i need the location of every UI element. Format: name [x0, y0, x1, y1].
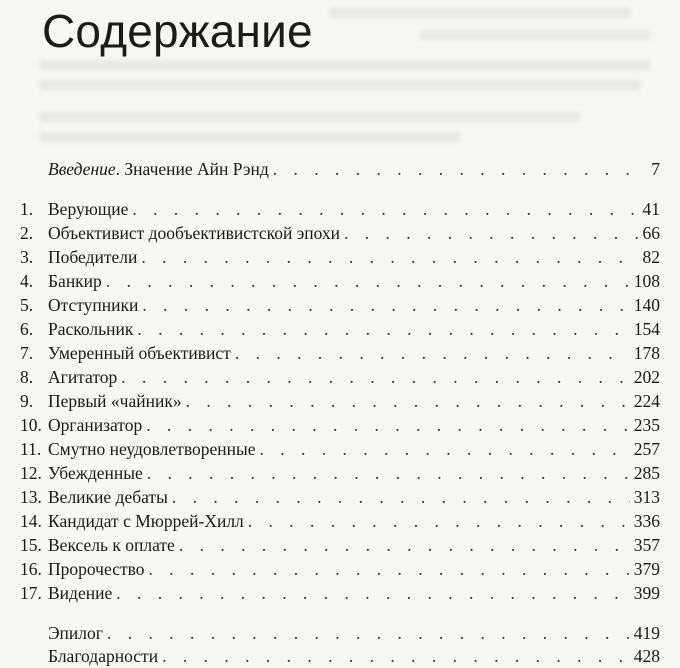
chapter-title: Победители — [48, 247, 138, 267]
toc-entry-acknowledgements[interactable] — [0, 644, 680, 668]
chapter-title: Вексель к оплате — [48, 535, 175, 555]
dot-leader — [137, 317, 629, 341]
toc-entry-chapter[interactable] — [0, 269, 680, 293]
dot-leader — [116, 581, 630, 605]
page-number: 66 — [642, 223, 660, 243]
page-number: 419 — [633, 623, 660, 643]
toc-entry-chapter[interactable] — [0, 197, 680, 221]
dot-leader — [121, 365, 629, 389]
dot-leader — [273, 157, 648, 181]
dot-leader — [259, 437, 629, 461]
toc-entry-chapter[interactable] — [0, 245, 680, 269]
page-number: 313 — [633, 487, 660, 507]
chapter-title: Организатор — [48, 415, 143, 435]
chapter-number: 14. — [20, 511, 42, 531]
toc-entry-chapter[interactable] — [0, 509, 680, 533]
chapter-number: 6. — [20, 319, 34, 339]
page-number: 399 — [633, 583, 660, 603]
toc-entry-chapter[interactable] — [0, 533, 680, 557]
dot-leader — [235, 341, 630, 365]
chapter-number: 15. — [20, 535, 42, 555]
toc-entry-chapter[interactable] — [0, 365, 680, 389]
toc-entry-chapter[interactable] — [0, 581, 680, 605]
chapter-title: Агитатор — [48, 367, 118, 387]
dot-leader — [146, 413, 630, 437]
toc-entry-chapter[interactable] — [0, 437, 680, 461]
chapter-number: 2. — [20, 223, 34, 243]
dot-leader — [248, 509, 630, 533]
page-number: 224 — [633, 391, 660, 411]
page-number: 140 — [633, 295, 660, 315]
chapter-title: Раскольник — [48, 319, 134, 339]
chapter-number: 1. — [20, 199, 34, 219]
page-number: 178 — [633, 343, 660, 363]
chapter-number: 17. — [20, 583, 42, 603]
toc-entry-chapter[interactable] — [0, 461, 680, 485]
chapter-number: 5. — [20, 295, 34, 315]
dot-leader — [179, 533, 630, 557]
toc-entry-chapter[interactable] — [0, 389, 680, 413]
toc-entry-chapter[interactable] — [0, 221, 680, 245]
dot-leader — [141, 245, 638, 269]
page-number: 379 — [633, 559, 660, 579]
page-number: 428 — [633, 646, 660, 666]
chapter-title: Видение — [48, 583, 113, 603]
page-number: 108 — [633, 271, 660, 291]
chapter-title: Отступники — [48, 295, 139, 315]
page-number: 357 — [633, 535, 660, 555]
dot-leader — [162, 644, 630, 668]
dot-leader — [186, 389, 630, 413]
page-number: 7 — [651, 159, 660, 179]
chapter-number: 3. — [20, 247, 34, 267]
chapter-number: 9. — [20, 391, 34, 411]
dot-leader — [172, 485, 630, 509]
toc-entry-introduction[interactable] — [0, 157, 680, 181]
toc-entry-epilogue[interactable] — [0, 621, 680, 645]
dot-leader — [142, 293, 629, 317]
toc-entry-chapter[interactable] — [0, 485, 680, 509]
toc-entry-chapter[interactable] — [0, 557, 680, 581]
chapter-title: Первый «чайник» — [48, 391, 182, 411]
intro-label-rest: . Значение Айн Рэнд — [115, 159, 269, 179]
chapter-number: 13. — [20, 487, 42, 507]
toc-entry-chapter[interactable] — [0, 293, 680, 317]
chapter-number: 7. — [20, 343, 34, 363]
page-number: 154 — [633, 319, 660, 339]
page-number: 257 — [633, 439, 660, 459]
dot-leader — [106, 269, 630, 293]
chapter-title: Пророчество — [48, 559, 145, 579]
page-number: 235 — [633, 415, 660, 435]
page-number: 82 — [642, 247, 660, 267]
chapter-number: 16. — [20, 559, 42, 579]
dot-leader — [344, 221, 638, 245]
chapter-title: Банкир — [48, 271, 102, 291]
chapter-title: Великие дебаты — [48, 487, 168, 507]
page-title: Содержание — [42, 5, 313, 57]
dot-leader — [147, 461, 630, 485]
page-number: 41 — [642, 199, 660, 219]
back-matter-title: Благодарности — [48, 646, 159, 666]
chapter-title: Объективист дообъективистской эпохи — [48, 223, 341, 243]
chapter-title: Убежденные — [48, 463, 143, 483]
intro-label-italic: Введение — [48, 159, 116, 179]
chapter-number: 11. — [20, 439, 42, 459]
dot-leader — [132, 197, 638, 221]
page-number: 336 — [633, 511, 660, 531]
chapter-number: 8. — [20, 367, 34, 387]
page-number: 202 — [633, 367, 660, 387]
page-number: 285 — [633, 463, 660, 483]
chapter-title: Кандидат с Мюррей-Хилл — [48, 511, 244, 531]
chapter-title: Смутно неудовлетворенные — [48, 439, 256, 459]
toc-entry-chapter[interactable] — [0, 317, 680, 341]
chapter-number: 4. — [20, 271, 34, 291]
dot-leader — [149, 557, 630, 581]
chapter-title: Верующие — [48, 199, 129, 219]
chapter-number: 10. — [20, 415, 42, 435]
back-matter-title: Эпилог — [48, 623, 103, 643]
toc-entry-chapter[interactable] — [0, 413, 680, 437]
dot-leader — [107, 621, 630, 645]
chapter-title: Умеренный объективист — [48, 343, 231, 363]
chapter-number: 12. — [20, 463, 42, 483]
toc-entry-chapter[interactable] — [0, 341, 680, 365]
